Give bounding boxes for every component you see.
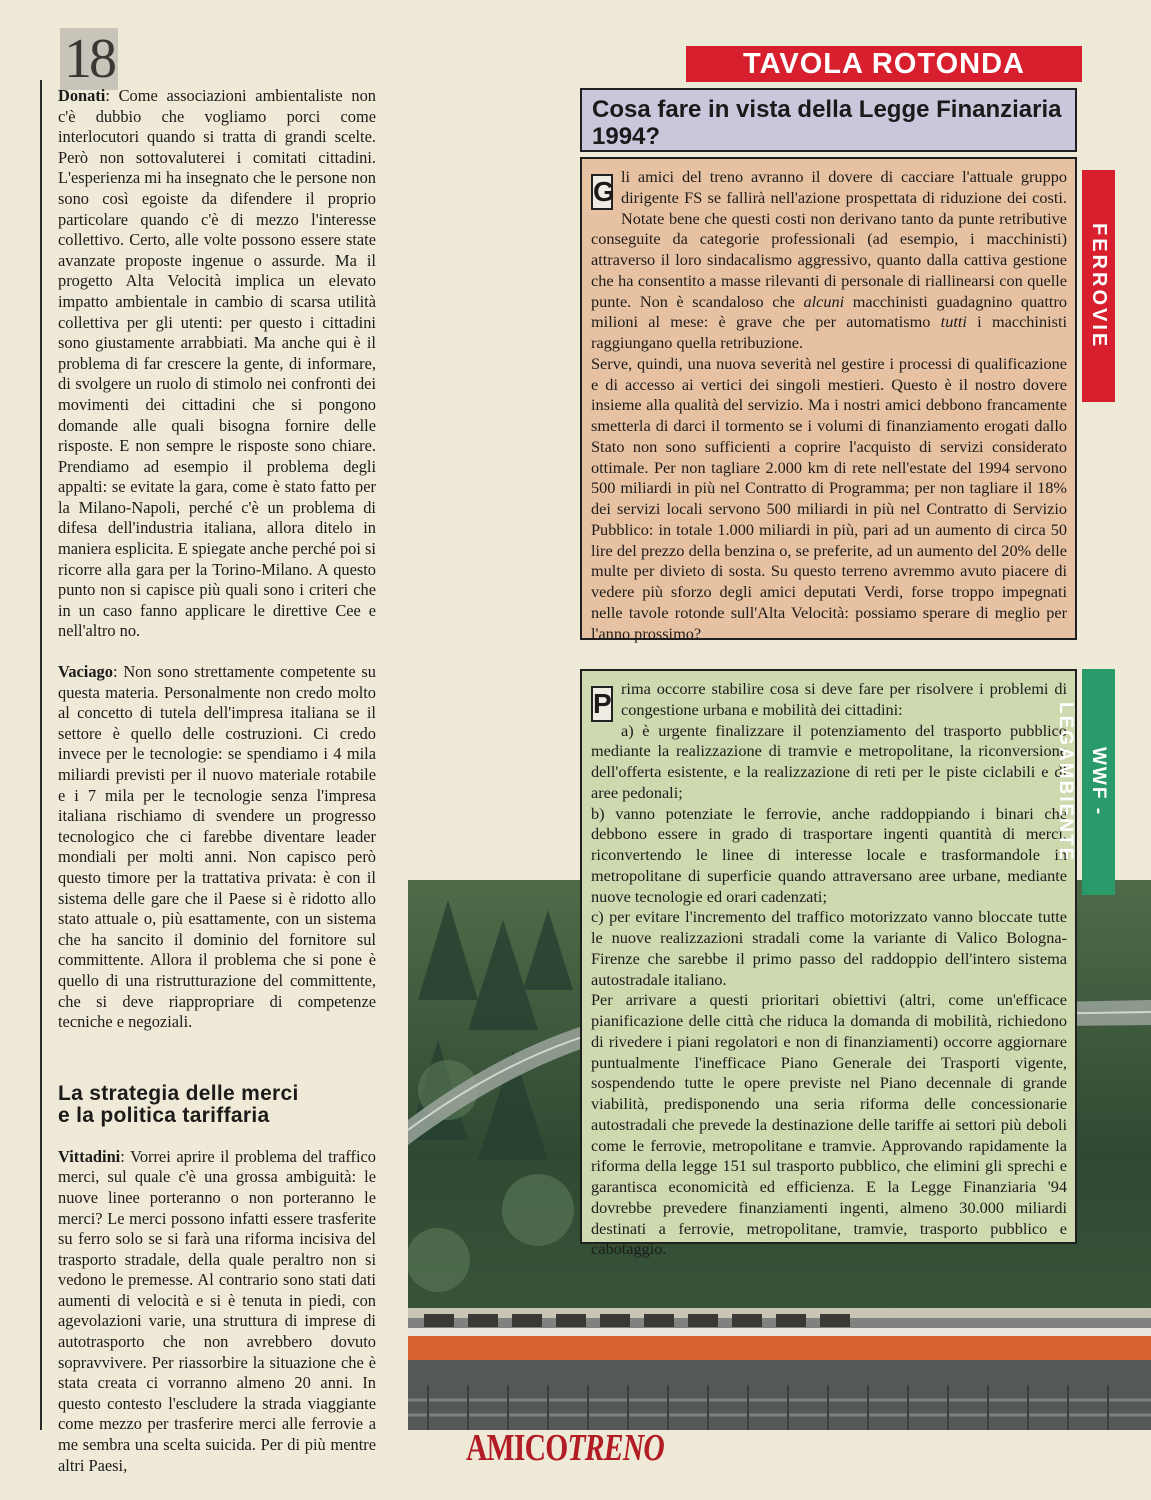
page-number: 18 bbox=[60, 28, 118, 90]
wwf-point-a: a) è urgente finalizzare il potenziamento del trasporto pubblico mediante la realizzazione di tramvie e metropolitane, la riconversione dell'offerta esistente, e la realizzazione di reti per le piste ciclabili e di aree pedonali; bbox=[591, 720, 1067, 802]
vaciago-paragraph bbox=[58, 662, 376, 1033]
wwf-point-c: c) per evitare l'incremento del traffico motorizzato vanno bloccate tutte le nuove realizzazioni stradali come la variante di Valico Bologna-Firenze che sarebbe il primo passo del raddoppio dell'intero sistema autostradale italiano. bbox=[591, 907, 1067, 989]
ferrovie-paragraph-2: Serve, quindi, una nuova severità nel gestire i processi di qualificazione e di accesso ai vertici dei singoli mestieri. Questo è il nostro dovere insieme alla qualità del servizio. Ma i nostri amici debbono francamente smetterla di darci il tormento se i volumi di finanziamento erogati dallo Stato non sono sufficienti a coprire l'acquisto di servizi considerato ottimale. Per non tagliare 2.000 km di rete nell'estate del 1994 servono 500 miliardi in più nel Contratto di Programma; per non tagliare il 18% dei servizi locali servono 500 miliardi in più nel Contratto di Servizio Pubblico: in totale 1.000 miliardi in più, pari ad un aumento di circa 50 lire del prezzo della benzina o, se preferite, ad un aumento del 20% delle multe per divieto di sosta. Su questo terreno avremmo avuto piacere di vedere più sforzo degli amici deputati Verdi, forse troppo impegnati nelle tavole rotonde sull'Alta Velocità: possiamo sperare di meglio per l'anno prossimo? bbox=[591, 353, 1067, 643]
column-rule bbox=[40, 80, 42, 1430]
speaker-vittadini: Vittadini bbox=[58, 1146, 121, 1166]
wwf-paragraph-2: Per arrivare a questi prioritari obiettivi (altri, come un'efficace pianificazione delle città che riduca la domanda di mobilità, richiedono di rivedere i piani regolatori e non di finanziamenti) occorre aggiornare puntualmente l'inefficace Piano Generale dei Trasporti vigente, sospendendo tutte le opere previste nel Piano decennale di grande viabilità, predisponendo una seria riforma delle concessionarie autostradali che prevede la destinazione delle tariffe ai settori più deboli come le ferrovie, metropolitane e tramvie. Approvando rapidamente la riforma della legge 151 sul trasporto pubblico, che elimini gli sprechi e garantisca economicità ed efficienza. E la Legge Finanziaria '94 dovrebbe prevedere finanziamenti ingenti, almeno 30.000 miliardi destinati a ferrovie, metropolitane, tramvie, trasporto pubblico e cabotaggio. bbox=[591, 990, 1067, 1259]
logo-part-1: AMICO bbox=[466, 1427, 568, 1469]
section-banner: TAVOLA ROTONDA bbox=[686, 46, 1082, 82]
wwf-point-b: b) vanno potenziate le ferrovie, anche raddoppiando i binari che debbono essere in grado di trasportare ingenti quantità di merci, riconvertendo le linee di interesse locale e trasformandole in metropolitane di superficie quando attraversano aree urbane, mediante nuove tecnologie ed orari cadenzati; bbox=[591, 803, 1067, 906]
ferrovie-tab: FERROVIE bbox=[1082, 170, 1115, 402]
ferrovie-text-b: macchinisti guadagnino quattro milioni al mese: è grave che per automatismo bbox=[591, 291, 1068, 332]
vittadini-paragraph bbox=[58, 1147, 376, 1477]
ferrovie-emphasis-alcuni: alcuni bbox=[803, 291, 845, 311]
box-title: Cosa fare in vista della Legge Finanziaria 1994? bbox=[580, 88, 1077, 152]
speaker-vaciago: Vaciago bbox=[58, 662, 113, 682]
subheading bbox=[58, 1083, 376, 1127]
speaker-donati: Donati bbox=[58, 86, 106, 105]
donati-text: : Come associazioni ambientaliste non c'è dubbio che vogliamo porci come interlocutori quando si tratta di grandi scelte. Però non sottovaluterei i comitati cittadini. L'esperienza mi ha insegnato che le persone non sono così egoiste da difendere il proprio particolare quando c'è di mezzo l'interesse collettivo. Certo, alle volte possono essere state avanzate proposte ingenue o assurde. Ma il progetto Alta Velocità implica un elevato impatto ambientale in cambio di scarsa utilità collettiva per gli utenti: per questo i cittadini sono giustamente arrabbiati. Ma anche qui è il problema di far crescere la gente, di informare, di svolgere un ruolo di stimolo nei confronti dei movimenti dei cittadini che si pongono domande alle quali bisogna fornire delle risposte. E non sempre le risposte sono chiare. Prendiamo ad esempio il problema degli appalti: se evitate la gara, come è stato fatto per la Milano-Napoli, perché c'è un problema di difesa dell'industria italiana, allora ditelo in maniera esplicita. E spiegate anche perché poi si ricorre alla gara per la Torino-Milano. A questo punto non si capisce più quali sono i criteri che in un caso fanno applicare le direttive Cee e nell'altro no. bbox=[58, 86, 376, 641]
donati-paragraph bbox=[58, 86, 376, 642]
wwf-drop-cap: P bbox=[591, 686, 613, 722]
vaciago-text: : Non sono strettamente competente su questa materia. Personalmente non credo molto al concetto di tutela dell'impresa italiana se il settore è quello delle costruzioni. Ci credo invece per le tecnologie: se spendiamo i 4 mila miliardi previsti per il nuovo materiale rotabile e i 7 mila per le tecnologie senza l'impresa italiana rischiamo di svendere un progresso tecnologico che ci farebbe diventare leader mondiali per molti anni. Non capisco però questo timore per la trattativa privata: è con il sistema delle gare che il Paese si è ridotto allo stato attuale o, più esattamente, con un sistema che ha sancito il dominio del fornitore sul committente. Allora il problema che si pone è quello di una ristrutturazione del committente, che si deve riappropriare di competenze tecniche e negoziali. bbox=[58, 662, 376, 1032]
subheading-line-2: e la politica tariffaria bbox=[58, 1103, 270, 1127]
wwf-box bbox=[580, 669, 1077, 1259]
ferrovie-drop-cap: G bbox=[591, 174, 613, 210]
ferrovie-text-c: i macchinisti raggiungano quella retribuzione. bbox=[591, 312, 1068, 352]
left-column bbox=[58, 86, 376, 1476]
magazine-logo bbox=[466, 1426, 664, 1470]
ferrovie-paragraph-1 bbox=[591, 167, 1067, 354]
vittadini-text: : Vorrei aprire il problema del traffico merci, sul quale c'è una grossa ambiguità: le nuove linee porteranno o non porteranno le merci? Le merci possono infatti essere trasferite su ferro solo se si farà una riforma incisiva del trasporto stradale, della quale peraltro non si vedono le premesse. Al contrario sono stati dati aumenti di velocità e si è tenuta in piedi, con agevolazioni varie, una struttura di imprese di autotrasporto che non avrebbero dovuto sopravvivere. Per riassorbire la situazione che è stata creata ci vorranno almeno 20 anni. In questo contesto l'escludere la strada viaggiante come mezzo per trasferire merci alle ferrovie a me sembra una scelta suicida. Per di più mentre altri Paesi, bbox=[58, 1146, 376, 1475]
wwf-legambiente-tab: WWF - LEGAMBIENTE bbox=[1082, 669, 1115, 895]
ferrovie-text-a: li amici del treno avranno il dovere di cacciare l'attuale gruppo dirigente FS se fallirà nell'azione prospettata di riduzione dei costi. Notate bene che questi costi non derivano tanto da punte retributive conseguite da categorie professionali (ad esempio, i macchinisti) attraverso il loro sindacalismo aggressivo, quanto dalla cattiva gestione che ha consentito a masse rilevanti di personale di riallinearsi con quelle punte. Non è scandaloso che bbox=[591, 167, 1067, 311]
logo-part-2: TRENO bbox=[567, 1427, 665, 1469]
ferrovie-emphasis-tutti: tutti bbox=[940, 312, 967, 332]
ferrovie-box bbox=[580, 157, 1077, 643]
wwf-paragraph-intro: rima occorre stabilire cosa si deve fare per risolvere i problemi di congestione urbana e mobilità dei cittadini: bbox=[621, 679, 1067, 719]
subheading-line-1: La strategia delle merci bbox=[58, 1081, 299, 1105]
